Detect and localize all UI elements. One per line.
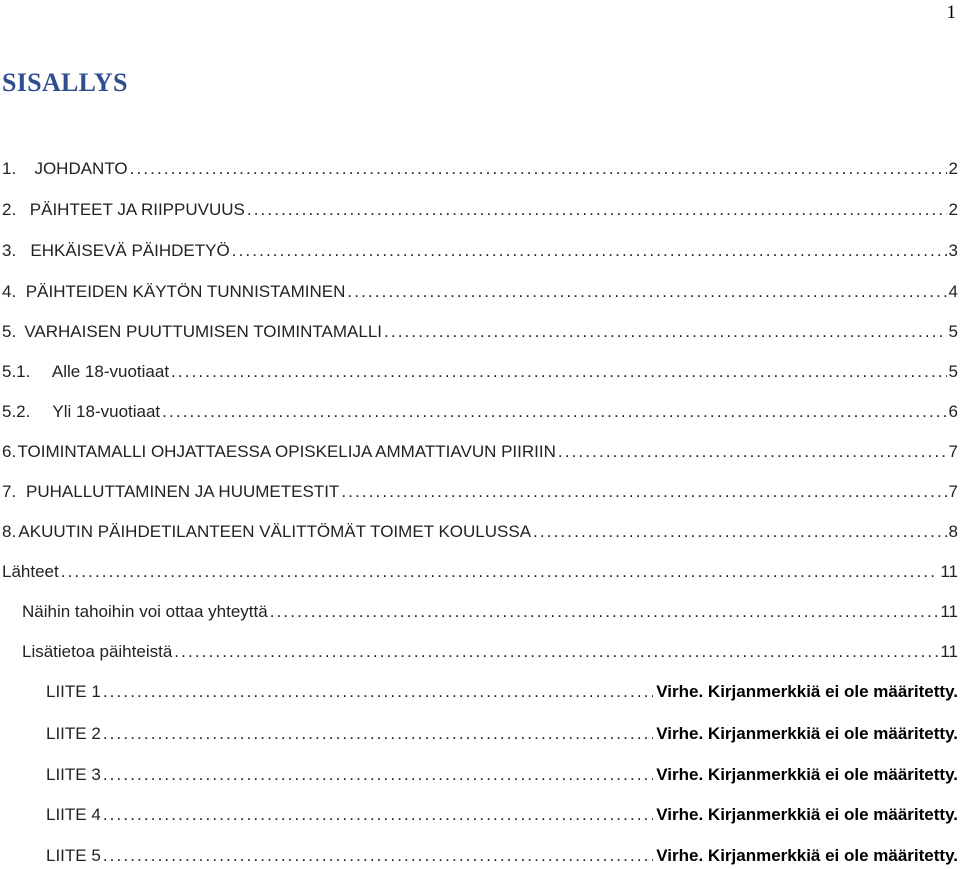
dot-leader	[130, 157, 947, 181]
dot-leader	[103, 844, 653, 868]
toc-entry[interactable]	[2, 198, 958, 222]
toc-entry-number: 7.	[2, 482, 17, 501]
toc-entry-title: EHKÄISEVÄ PÄIHDETYÖ	[30, 241, 230, 260]
bookmark-error-text: Virhe. Kirjanmerkkiä ei ole määritetty.	[656, 724, 958, 743]
dot-leader	[232, 239, 947, 263]
toc-entry-title: JOHDANTO	[34, 159, 128, 178]
dot-leader	[103, 763, 653, 787]
toc-entry-title: Yli 18-vuotiaat	[52, 402, 161, 421]
toc-entry-page: 11	[940, 562, 958, 581]
bookmark-error-text: Virhe. Kirjanmerkkiä ei ole määritetty.	[656, 805, 958, 824]
toc-entry[interactable]	[22, 600, 958, 624]
toc-entry[interactable]	[46, 844, 958, 868]
dot-leader	[103, 680, 653, 704]
toc-entry[interactable]	[2, 520, 958, 544]
toc-entry[interactable]	[2, 157, 958, 181]
toc-title: SISALLYS	[2, 68, 128, 97]
toc-entry-page: 6	[948, 402, 958, 421]
dot-leader	[384, 320, 947, 344]
toc-entry-title: LIITE 1	[46, 682, 101, 701]
toc-entry-title: Lisätietoa päihteistä	[22, 642, 173, 661]
toc-entry-title: PÄIHTEIDEN KÄYTÖN TUNNISTAMINEN	[25, 282, 346, 301]
toc-entry-number: 5.	[2, 322, 17, 341]
toc-entry-title: LIITE 2	[46, 724, 101, 743]
toc-entry-title: LIITE 3	[46, 765, 101, 784]
dot-leader	[103, 722, 653, 746]
toc-entry[interactable]	[2, 239, 958, 263]
toc-entry[interactable]	[46, 680, 958, 704]
toc-entry-title: Lähteet	[2, 562, 59, 581]
toc-entry-page: 8	[948, 522, 958, 541]
toc-entry-title: AKUUTIN PÄIHDETILANTEEN VÄLITTÖMÄT TOIMET KOULUSSA	[18, 522, 532, 541]
toc-entry[interactable]	[46, 803, 958, 827]
toc-entry-title: LIITE 5	[46, 846, 101, 865]
page-number: 1	[946, 2, 956, 23]
toc-entry-title: Näihin tahoihin voi ottaa yhteyttä	[22, 602, 268, 621]
toc-entry-page: 7	[948, 442, 958, 461]
dot-leader	[270, 600, 939, 624]
toc-entry[interactable]	[2, 480, 958, 504]
toc-entry-page: 5	[948, 322, 958, 341]
toc-entry-title: Alle 18-vuotiaat	[51, 362, 170, 381]
bookmark-error-text: Virhe. Kirjanmerkkiä ei ole määritetty.	[656, 682, 958, 701]
toc-entry[interactable]	[22, 640, 958, 664]
toc-entry[interactable]	[2, 320, 958, 344]
dot-leader	[558, 440, 947, 464]
bookmark-error-text: Virhe. Kirjanmerkkiä ei ole määritetty.	[656, 765, 958, 784]
dot-leader	[174, 640, 938, 664]
toc-entry-number: 5.2.	[2, 402, 31, 421]
toc-entry-number: 3.	[2, 241, 17, 260]
toc-entry-number: 5.1.	[2, 362, 31, 381]
dot-leader	[341, 480, 946, 504]
dot-leader	[61, 560, 939, 584]
toc-entry[interactable]	[2, 560, 958, 584]
toc-entry-title: LIITE 4	[46, 805, 101, 824]
toc-entry-number: 4.	[2, 282, 17, 301]
toc-entry[interactable]	[2, 360, 958, 384]
toc-entry-page: 11	[940, 602, 958, 621]
toc-entry-number: 1.	[2, 159, 17, 178]
dot-leader	[103, 803, 653, 827]
toc-entry-number: 2.	[2, 200, 17, 219]
dot-leader	[162, 400, 946, 424]
toc-entry-title: TOIMINTAMALLI OHJATTAESSA OPISKELIJA AMMATTIAVUN PIIRIIN	[17, 442, 556, 461]
toc-entry-page: 3	[948, 241, 958, 260]
toc-entry-title: PÄIHTEET JA RIIPPUVUUS	[29, 200, 245, 219]
toc-entry-number: 6.	[2, 442, 17, 461]
toc-entry-page: 4	[948, 282, 958, 301]
dot-leader	[347, 280, 946, 304]
toc-entry-page: 7	[948, 482, 958, 501]
toc-entry-page: 2	[948, 159, 958, 178]
toc-entry-title: VARHAISEN PUUTTUMISEN TOIMINTAMALLI	[24, 322, 383, 341]
toc-entry[interactable]	[46, 763, 958, 787]
toc-entry-page: 2	[948, 200, 958, 219]
bookmark-error-text: Virhe. Kirjanmerkkiä ei ole määritetty.	[656, 846, 958, 865]
toc-entry[interactable]	[2, 440, 958, 464]
toc-entry[interactable]	[46, 722, 958, 746]
dot-leader	[247, 198, 947, 222]
toc-entry-page: 5	[948, 362, 958, 381]
toc-entry-title: PUHALLUTTAMINEN JA HUUMETESTIT	[26, 482, 340, 501]
toc-entry[interactable]	[2, 280, 958, 304]
dot-leader	[171, 360, 946, 384]
toc-entry[interactable]	[2, 400, 958, 424]
dot-leader	[533, 520, 946, 544]
toc-entry-page: 11	[940, 642, 958, 661]
toc-entry-number: 8.	[2, 522, 17, 541]
